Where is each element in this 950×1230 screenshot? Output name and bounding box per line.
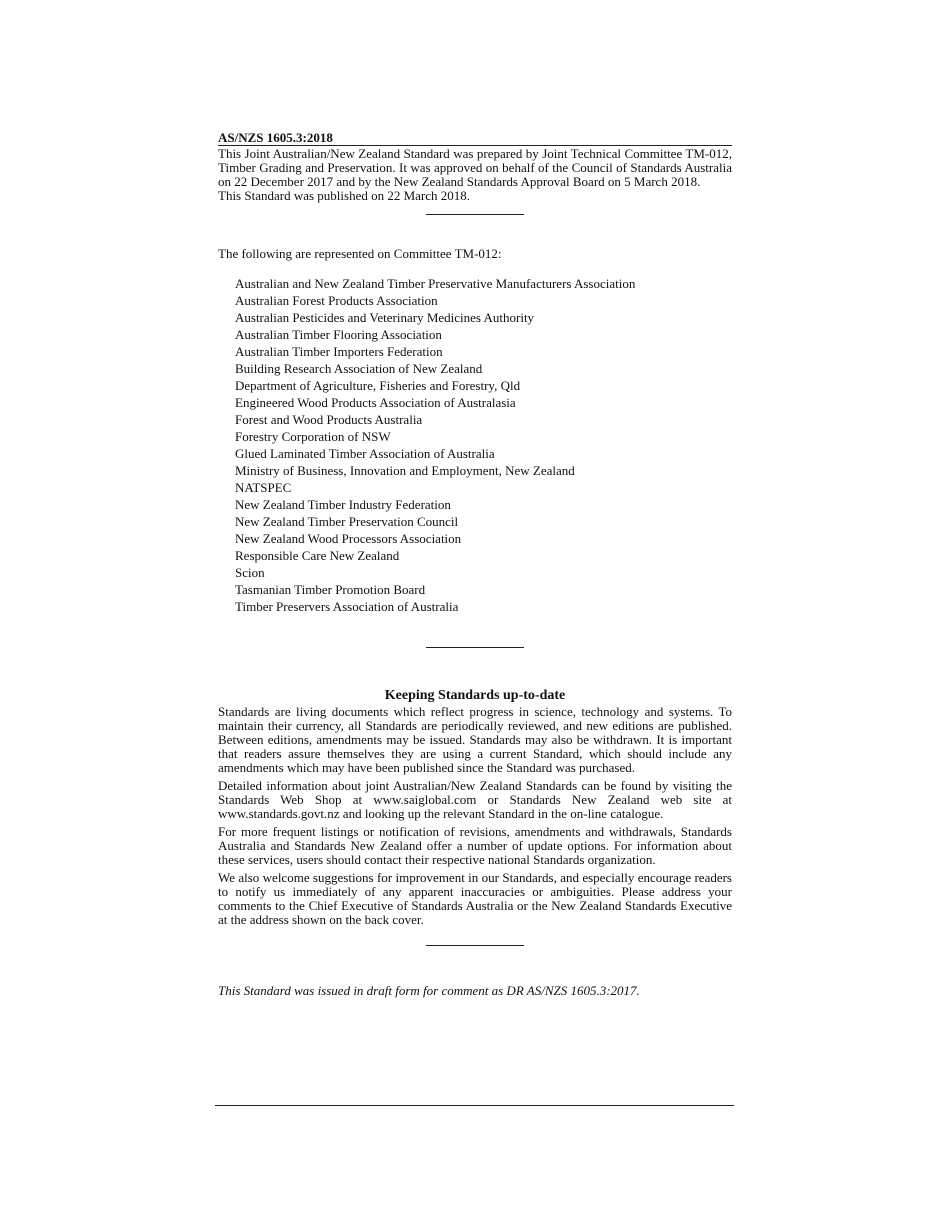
document-page xyxy=(218,130,732,999)
committee-member: New Zealand Timber Preservation Council xyxy=(235,514,459,529)
committee-member: Department of Agriculture, Fisheries and Forestry, Qld xyxy=(235,378,521,393)
committee-member: New Zealand Timber Industry Federation xyxy=(235,497,451,512)
committee-member-list xyxy=(235,275,732,615)
committee-member: Australian and New Zealand Timber Preservative Manufacturers Association xyxy=(235,276,636,291)
committee-member: New Zealand Wood Processors Association xyxy=(235,531,462,546)
committee-member: Tasmanian Timber Promotion Board xyxy=(235,582,426,597)
body-paragraph: Detailed information about joint Australian/New Zealand Standards can be found by visiting the Standards Web Shop at www.saiglobal.com or Standards New Zealand web site at www.standards.govt.nz and looking up the relevant Standard in the on-line catalogue. xyxy=(218,778,732,821)
committee-member: Forestry Corporation of NSW xyxy=(235,429,391,444)
section-separator xyxy=(426,945,524,946)
committee-member: Ministry of Business, Innovation and Employment, New Zealand xyxy=(235,463,575,478)
body-paragraph: Standards are living documents which reflect progress in science, technology and systems. To maintain their currency, all Standards are periodically reviewed, and new editions are published. Between editions, amendments may be issued. Standards may also be withdrawn. It is important that readers assure themselves they are using a current Standard, which should include any amendments which may have been published since the Standard was purchased. xyxy=(218,704,732,775)
preparation-note xyxy=(218,147,732,203)
section-separator xyxy=(426,214,524,215)
committee-member: Building Research Association of New Zealand xyxy=(235,361,483,376)
committee-member: Timber Preservers Association of Australia xyxy=(235,599,459,614)
section-separator xyxy=(426,647,524,648)
committee-member: Australian Forest Products Association xyxy=(235,293,438,308)
body-paragraph: For more frequent listings or notification of revisions, amendments and withdrawals, Standards Australia and Standards New Zealand offer a number of update options. For information about these services, users should contact their respective national Standards organization. xyxy=(218,824,732,867)
preparation-text: This Joint Australian/New Zealand Standard was prepared by Joint Technical Committee TM-012, Timber Grading and Preservation. It was approved on behalf of the Council of Standards Australia on 22 December 2017 and by the New Zealand Standards Approval Board on 5 March 2018. xyxy=(218,146,732,189)
committee-member: Forest and Wood Products Australia xyxy=(235,412,423,427)
body-paragraph: We also welcome suggestions for improvement in our Standards, and especially encourage readers to notify us immediately of any apparent inaccuracies or ambiguities. Please address your comments to the Chief Executive of Standards Australia or the New Zealand Standards Executive at the address shown on the back cover. xyxy=(218,870,732,927)
keeping-up-to-date-body xyxy=(218,705,732,927)
committee-member: Responsible Care New Zealand xyxy=(235,548,400,563)
committee-member: Australian Timber Flooring Association xyxy=(235,327,442,342)
committee-member: Australian Pesticides and Veterinary Medicines Authority xyxy=(235,310,535,325)
committee-intro: The following are represented on Committee TM-012: xyxy=(218,246,502,261)
publication-date-text: This Standard was published on 22 March 2018. xyxy=(218,188,471,203)
committee-member: Engineered Wood Products Association of Australasia xyxy=(235,395,516,410)
document-id: AS/NZS 1605.3:2018 xyxy=(218,130,333,145)
committee-member: Australian Timber Importers Federation xyxy=(235,344,443,359)
section-title: Keeping Standards up-to-date xyxy=(384,688,566,703)
committee-member: Scion xyxy=(235,565,265,580)
draft-issue-note: This Standard was issued in draft form for comment as DR AS/NZS 1605.3:2017. xyxy=(218,983,640,998)
committee-member: NATSPEC xyxy=(235,480,292,495)
footer-rule xyxy=(215,1105,734,1106)
committee-member: Glued Laminated Timber Association of Australia xyxy=(235,446,495,461)
